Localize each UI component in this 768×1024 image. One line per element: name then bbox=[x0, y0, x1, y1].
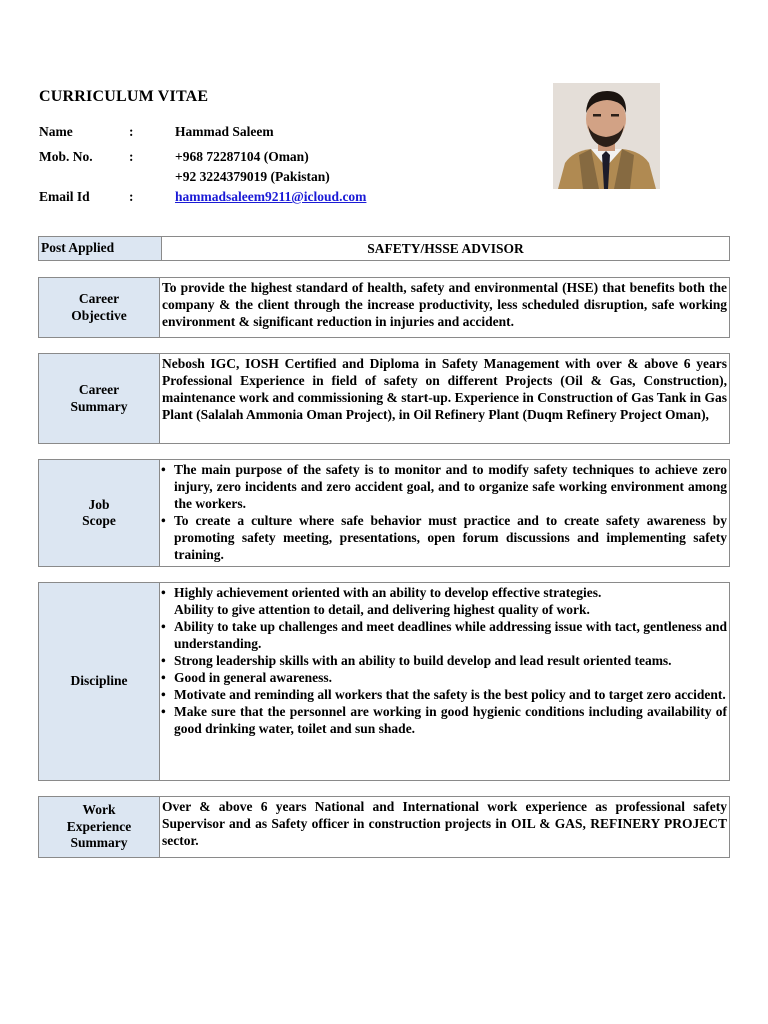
mobile-row bbox=[39, 147, 455, 167]
colon: : bbox=[129, 124, 134, 139]
mobile-pakistan: +92 3224379019 (Pakistan) bbox=[175, 169, 330, 184]
list-item: Ability to give attention to detail, and delivering highest quality of work. bbox=[174, 602, 590, 617]
job-scope-section bbox=[38, 459, 730, 567]
profile-photo bbox=[553, 83, 660, 189]
mobile-value bbox=[175, 147, 455, 167]
colon: : bbox=[129, 189, 134, 204]
mobile-label: Mob. No. bbox=[39, 149, 93, 164]
list-item: • Highly achievement oriented with an ability to develop effective strategies. bbox=[162, 584, 727, 601]
career-summary-label: Career Summary bbox=[39, 354, 160, 443]
list-item: • To create a culture where safe behavior must practice and to create safety awareness by promoting safety meeting, presentations, open forum discussions and implementing safety training. bbox=[162, 512, 727, 563]
name-row bbox=[39, 122, 455, 142]
job-scope-list bbox=[160, 460, 729, 566]
list-item: • Strong leadership skills with an ability to build develop and lead result oriented teams. bbox=[162, 652, 727, 669]
post-applied-value: SAFETY/HSSE ADVISOR bbox=[367, 241, 524, 256]
discipline-label: Discipline bbox=[39, 583, 160, 780]
colon: : bbox=[129, 149, 134, 164]
job-scope-label: Job Scope bbox=[39, 460, 160, 566]
list-item: • Motivate and reminding all workers that the safety is the best policy and to target zero accident. bbox=[162, 686, 727, 703]
work-experience-label: Work Experience Summary bbox=[39, 797, 160, 857]
career-objective-label: Career Objective bbox=[39, 278, 160, 337]
post-applied-section bbox=[38, 236, 730, 261]
career-objective-section bbox=[38, 277, 730, 338]
mobile-row-2 bbox=[39, 167, 455, 187]
personal-info bbox=[39, 122, 455, 207]
post-applied-label: Post Applied bbox=[39, 237, 162, 260]
discipline-list bbox=[160, 583, 729, 780]
name-label: Name bbox=[39, 124, 73, 139]
email-link[interactable]: hammadsaleem9211@icloud.com bbox=[175, 189, 367, 204]
career-summary-text: Nebosh IGC, IOSH Certified and Diploma in Safety Management with over & above 6 years Professional Experience in field of safety on different Projects (Oil & Gas, Construction), maintenance work and commissioning & start-up. Experience in Construction of Gas Tank in Gas Plant (Salalah Ammonia Oman Project), in Oil Refinery Plant (Duqm Refinery Project Oman), bbox=[162, 356, 727, 422]
work-experience-section bbox=[38, 796, 730, 858]
list-item: • Good in general awareness. bbox=[162, 669, 727, 686]
discipline-section bbox=[38, 582, 730, 781]
list-item: • Make sure that the personnel are working in good hygienic conditions including availability of good drinking water, toilet and sun shade. bbox=[162, 703, 727, 737]
email-label: Email Id bbox=[39, 189, 90, 204]
portrait-illustration bbox=[553, 83, 660, 189]
career-summary-section bbox=[38, 353, 730, 444]
list-item: • Ability to take up challenges and meet deadlines while addressing issue with tact, gentleness and understanding. bbox=[162, 618, 727, 652]
page-title: CURRICULUM VITAE bbox=[39, 88, 209, 105]
name-value: Hammad Saleem bbox=[175, 124, 274, 139]
list-item: • The main purpose of the safety is to monitor and to modify safety techniques to achieve zero injury, zero incidents and zero accident goal, and to organize safe working environment among the workers. bbox=[162, 461, 727, 512]
mobile-oman: +968 72287104 (Oman) bbox=[175, 149, 309, 164]
work-experience-text: Over & above 6 years National and International work experience as professional safety Supervisor and as Safety officer in construction projects in OIL & GAS, REFINERY PROJECT sector. bbox=[162, 799, 727, 848]
career-objective-text: To provide the highest standard of health, safety and environmental (HSE) that benefits both the company & the client through the increase productivity, less scheduled disruption, safe working environment & significant reduction in injuries and accident. bbox=[162, 280, 727, 329]
email-row bbox=[39, 187, 455, 207]
